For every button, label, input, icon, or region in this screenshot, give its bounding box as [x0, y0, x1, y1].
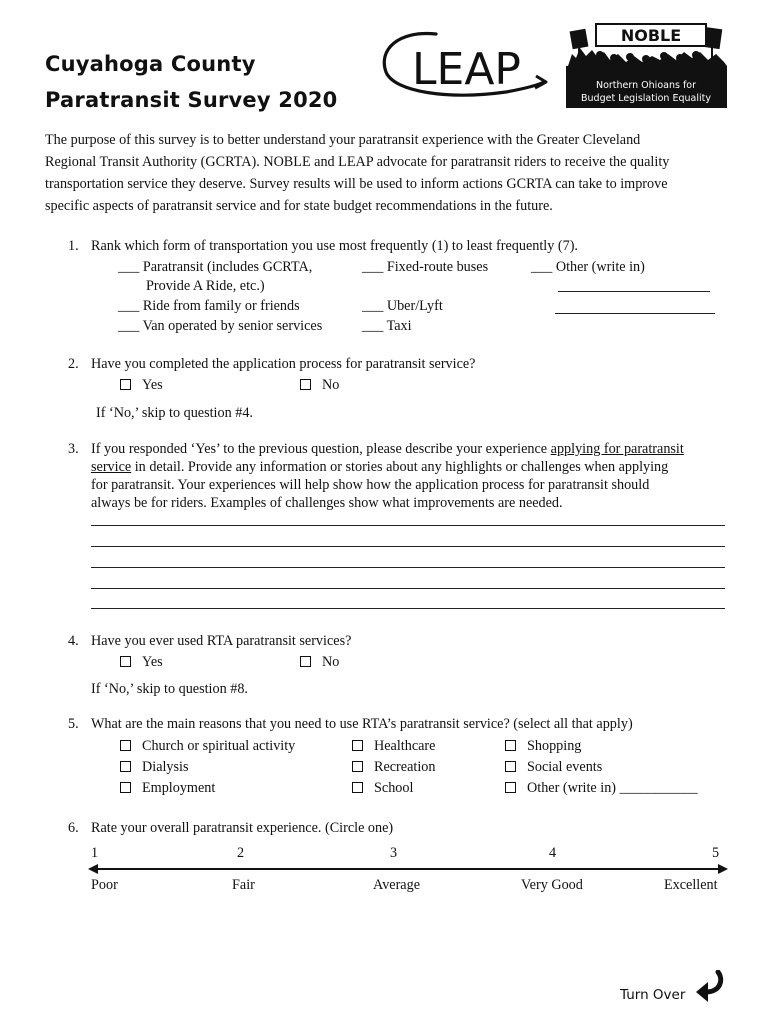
checkbox[interactable]: [120, 761, 131, 772]
q3-answer-line[interactable]: [91, 567, 725, 568]
question-text-line-1: If you responded ‘Yes’ to the previous question, please describe your experience applying for paratransit: [91, 441, 684, 457]
q1-option-fixed-route[interactable]: ___ Fixed-route buses: [362, 259, 489, 275]
question-text-line-4: always be for riders. Examples of challenges show what improvements are needed.: [91, 495, 563, 511]
checkbox[interactable]: [505, 761, 516, 772]
title-line-2: Paratransit Survey 2020: [45, 88, 338, 112]
scale-label-poor[interactable]: Poor: [91, 877, 118, 893]
question-text-line-2: service in detail. Provide any information or stories about any highlights or challenges when applying: [91, 459, 669, 475]
scale-number-3[interactable]: 3: [390, 845, 398, 861]
checkbox[interactable]: [120, 656, 131, 667]
noble-tagline-1: Northern Ohioans for: [595, 80, 697, 91]
option-label: No: [322, 654, 340, 670]
q2-yes-option[interactable]: [120, 376, 163, 395]
question-number: 5.: [68, 716, 79, 732]
q4-yes-option[interactable]: [120, 653, 163, 672]
rating-scale-arrow: [88, 862, 728, 876]
question-text: Rate your overall paratransit experience. (Circle one): [91, 820, 394, 836]
checkbox[interactable]: [352, 782, 363, 793]
q5-option-church[interactable]: [120, 737, 295, 756]
intro-line: transportation service they deserve. Survey results will be used to inform actions GCRTA can take to improve: [45, 176, 668, 192]
question-text: What are the main reasons that you need to use RTA’s paratransit service? (select all that apply): [91, 716, 633, 732]
scale-number-5[interactable]: 5: [712, 845, 720, 861]
turn-over-arrow-icon: [694, 970, 724, 1002]
option-label: Employment: [142, 780, 216, 796]
q1-option-van[interactable]: ___ Van operated by senior services: [118, 318, 323, 334]
checkbox[interactable]: [120, 379, 131, 390]
question-text: Rank which form of transportation you use most frequently (1) to least frequently (7).: [91, 238, 578, 254]
turn-over-label: Turn Over: [620, 987, 686, 1003]
q5-option-employment[interactable]: [120, 779, 215, 798]
option-label: Dialysis: [142, 759, 189, 775]
checkbox[interactable]: [505, 782, 516, 793]
scale-number-4[interactable]: 4: [549, 845, 557, 861]
noble-logo-name: NOBLE: [620, 26, 682, 45]
q1-option-taxi[interactable]: ___ Taxi: [362, 318, 412, 334]
q3-answer-line[interactable]: [91, 588, 725, 589]
option-label: No: [322, 377, 340, 393]
q5-option-healthcare[interactable]: [352, 737, 435, 756]
option-label: Other (write in) ___________: [527, 780, 698, 796]
title-line-1: Cuyahoga County: [45, 52, 256, 76]
question-text-line-3: for paratransit. Your experiences will help show how the application process for paratransit should: [91, 477, 650, 493]
option-label: Church or spiritual activity: [142, 738, 296, 754]
checkbox[interactable]: [300, 656, 311, 667]
q3-answer-line[interactable]: [91, 525, 725, 526]
q1-option-paratransit[interactable]: ___ Paratransit (includes GCRTA,: [118, 259, 313, 275]
scale-label-excellent[interactable]: Excellent: [664, 877, 718, 893]
q1-other-write-line-2[interactable]: [555, 313, 715, 314]
checkbox[interactable]: [352, 740, 363, 751]
noble-logo: [566, 22, 727, 108]
option-label: Shopping: [527, 738, 582, 754]
q3-answer-line[interactable]: [91, 608, 725, 609]
q4-no-option[interactable]: [300, 653, 339, 672]
option-label: Yes: [142, 377, 163, 393]
question-text: Have you ever used RTA paratransit services?: [91, 633, 352, 649]
arrow-right-head: [718, 864, 728, 874]
intro-line: The purpose of this survey is to better understand your paratransit experience with the Greater Cleveland: [45, 132, 641, 148]
intro-line: Regional Transit Authority (GCRTA). NOBLE and LEAP advocate for paratransit riders to receive the quality: [45, 154, 670, 170]
question-number: 4.: [68, 633, 79, 649]
scale-label-very-good[interactable]: Very Good: [521, 877, 583, 893]
q1-option-paratransit-cont: Provide A Ride, etc.): [146, 278, 265, 294]
underlined-text: service: [91, 459, 132, 475]
underlined-text: applying for paratransit: [550, 441, 684, 457]
q4-skip-note: If ‘No,’ skip to question #8.: [91, 681, 248, 697]
question-number: 6.: [68, 820, 79, 836]
q2-skip-note: If ‘No,’ skip to question #4.: [96, 405, 253, 421]
checkbox[interactable]: [120, 782, 131, 793]
q5-option-school[interactable]: [352, 779, 413, 798]
question-text: Have you completed the application process for paratransit service?: [91, 356, 476, 372]
question-number: 1.: [68, 238, 79, 254]
option-label: Healthcare: [374, 738, 436, 754]
q5-option-social-events[interactable]: [505, 758, 602, 777]
checkbox[interactable]: [300, 379, 311, 390]
q5-option-recreation[interactable]: [352, 758, 435, 777]
option-label: Yes: [142, 654, 163, 670]
q5-option-other[interactable]: [505, 779, 698, 798]
q5-option-dialysis[interactable]: [120, 758, 189, 777]
arrow-left-head: [88, 864, 98, 874]
checkbox[interactable]: [505, 740, 516, 751]
intro-line: specific aspects of paratransit service and for state budget recommendations in the future.: [45, 198, 553, 214]
option-label: Social events: [527, 759, 603, 775]
question-number: 3.: [68, 441, 79, 457]
leap-logo: [378, 28, 548, 102]
q5-option-shopping[interactable]: [505, 737, 581, 756]
scale-number-2[interactable]: 2: [237, 845, 245, 861]
scale-label-average[interactable]: Average: [373, 877, 420, 893]
leap-logo-text: LEAP: [412, 44, 521, 95]
scale-number-1[interactable]: 1: [91, 845, 99, 861]
q1-other-write-line-1[interactable]: [558, 291, 710, 292]
q1-option-other[interactable]: ___ Other (write in): [531, 259, 645, 275]
q3-answer-line[interactable]: [91, 546, 725, 547]
checkbox[interactable]: [120, 740, 131, 751]
q2-no-option[interactable]: [300, 376, 339, 395]
checkbox[interactable]: [352, 761, 363, 772]
question-number: 2.: [68, 356, 79, 372]
q1-option-uber[interactable]: ___ Uber/Lyft: [362, 298, 443, 314]
option-label: Recreation: [374, 759, 436, 775]
intro-paragraph: [45, 129, 735, 217]
option-label: School: [374, 780, 414, 796]
q1-option-family[interactable]: ___ Ride from family or friends: [118, 298, 300, 314]
noble-tagline-2: Budget Legislation Equality: [581, 93, 711, 104]
scale-label-fair[interactable]: Fair: [232, 877, 255, 893]
page-title: [45, 46, 338, 118]
